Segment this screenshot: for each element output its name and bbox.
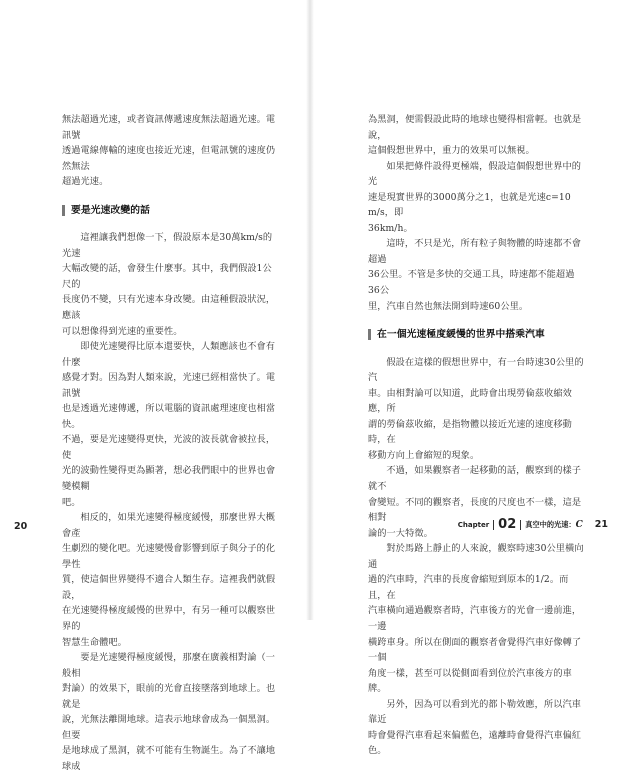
opening-paragraph: 為黑洞，便需假設此時的地球也變得相當輕。也就是說， 這個假想世界中，重力的效果可以無視。 bbox=[368, 114, 582, 157]
paragraph: 對於馬路上靜止的人來說，觀察時速30公里橫向通 過的汽車時，汽車的長度會縮短到原本的1/2。而且，在 汽車橫向通過觀察者時，汽車後方的光會一邊前進，一邊 橫跨車身。所以在側面的觀察者會覺得汽車好像轉了一個 角度一樣，甚至可以從側面看到位於汽車後方的車牌。 bbox=[368, 543, 584, 695]
paragraph: 不過，如果觀察者一起移動的話，觀察到的樣子就不 會變短。不同的觀察者，長度的尺度也不一樣，這是相對 論的一大特徵。 bbox=[368, 465, 582, 539]
right-page bbox=[312, 0, 620, 757]
paragraph: 如果把條件設得更極端，假設這個假想世界中的光 速是現實世界的3000萬分之1，也就是光速c=10 m/s，即 36km/h。 bbox=[368, 160, 582, 234]
paragraph: 這裡讓我們想像一下，假設原本是30萬km/s的光速 大幅改變的話，會發生什麼事。其中，我們假設1公尺的 長度仍不變，只有光速本身改變。由這種假設狀況，應該 可以想像得到光速的重要性。 bbox=[62, 232, 276, 337]
section-heading-light-speed-change: 要是光速改變的話 bbox=[62, 203, 280, 219]
opening-paragraph: 無法超過光速，或者資訊傳遞速度無法超過光速。電訊號 透過電線傳輸的速度也接近光速，但電訊號的速度仍然無法 超過光速。 bbox=[62, 114, 276, 188]
left-text-column bbox=[62, 112, 280, 774]
paragraph: 相反的，如果光速變得極度緩慢，那麼世界大概會產 生劇烈的變化吧。光速變慢會影響到原子與分子的化學性 質，使這個世界變得不適合人類生存。這裡我們就假設， 在光速變得極度緩慢的世界中，有另一種可以觀察世界的 智慧生命體吧。 bbox=[62, 512, 276, 648]
page-number: 21 bbox=[594, 519, 608, 530]
paragraph: 要是光速變得極度緩慢，那麼在廣義相對論（一般相 對論）的效果下，眼前的光會直接墜落到地球上。也就是 說，光無法離開地球。這表示地球會成為一個黑洞。但要 是地球成了黑洞，就不可能有生物誕生。為了不讓地球成 bbox=[62, 652, 276, 772]
page-number: 20 bbox=[14, 521, 28, 532]
footer-divider bbox=[520, 520, 521, 530]
right-footer bbox=[458, 517, 608, 532]
section-heading-driving-slow-light: 在一個光速極度緩慢的世界中搭乘汽車 bbox=[368, 327, 586, 343]
footer-divider bbox=[493, 520, 494, 530]
paragraph: 另外，因為可以看到光的都卜勒效應，所以汽車靠近 時會覺得汽車看起來偏藍色，遠離時會覺得汽車偏紅色。 bbox=[368, 698, 582, 757]
right-text-column bbox=[368, 112, 586, 759]
paragraph: 假設在這樣的假想世界中，有一台時速30公里的汽 車。由相對論可以知道，此時會出現勞倫茲收縮效應，所 謂的勞倫茲收縮，是指物體以接近光速的速度移動時，在 移動方向上會縮短的現象。 bbox=[368, 356, 584, 461]
left-page bbox=[0, 0, 308, 772]
paragraph: 即使光速變得比原本還要快，人類應該也不會有什麼 感覺才對。因為對人類來說，光速已經相當快了。電訊號 也是透過光速傳遞，所以電腦的資訊處理速度也相當快。 不過，要是光速變得更快，光波的波長就會被拉長，使 光的波動性變得更為顯著，想必我們眼中的世界也會變模糊 吧。 bbox=[62, 341, 276, 508]
left-footer bbox=[14, 521, 27, 532]
chapter-label: Chapter bbox=[457, 520, 490, 529]
paragraph: 這時，不只是光，所有粒子與物體的時速都不會超過 36公里。不管是多快的交通工具，時速都不能超過36公 里，汽車自然也無法開到時速60公里。 bbox=[368, 238, 582, 312]
chapter-number: 02 bbox=[498, 517, 517, 532]
chapter-title: 真空中的光速：C bbox=[525, 519, 583, 530]
light-speed-symbol: C bbox=[575, 519, 583, 530]
